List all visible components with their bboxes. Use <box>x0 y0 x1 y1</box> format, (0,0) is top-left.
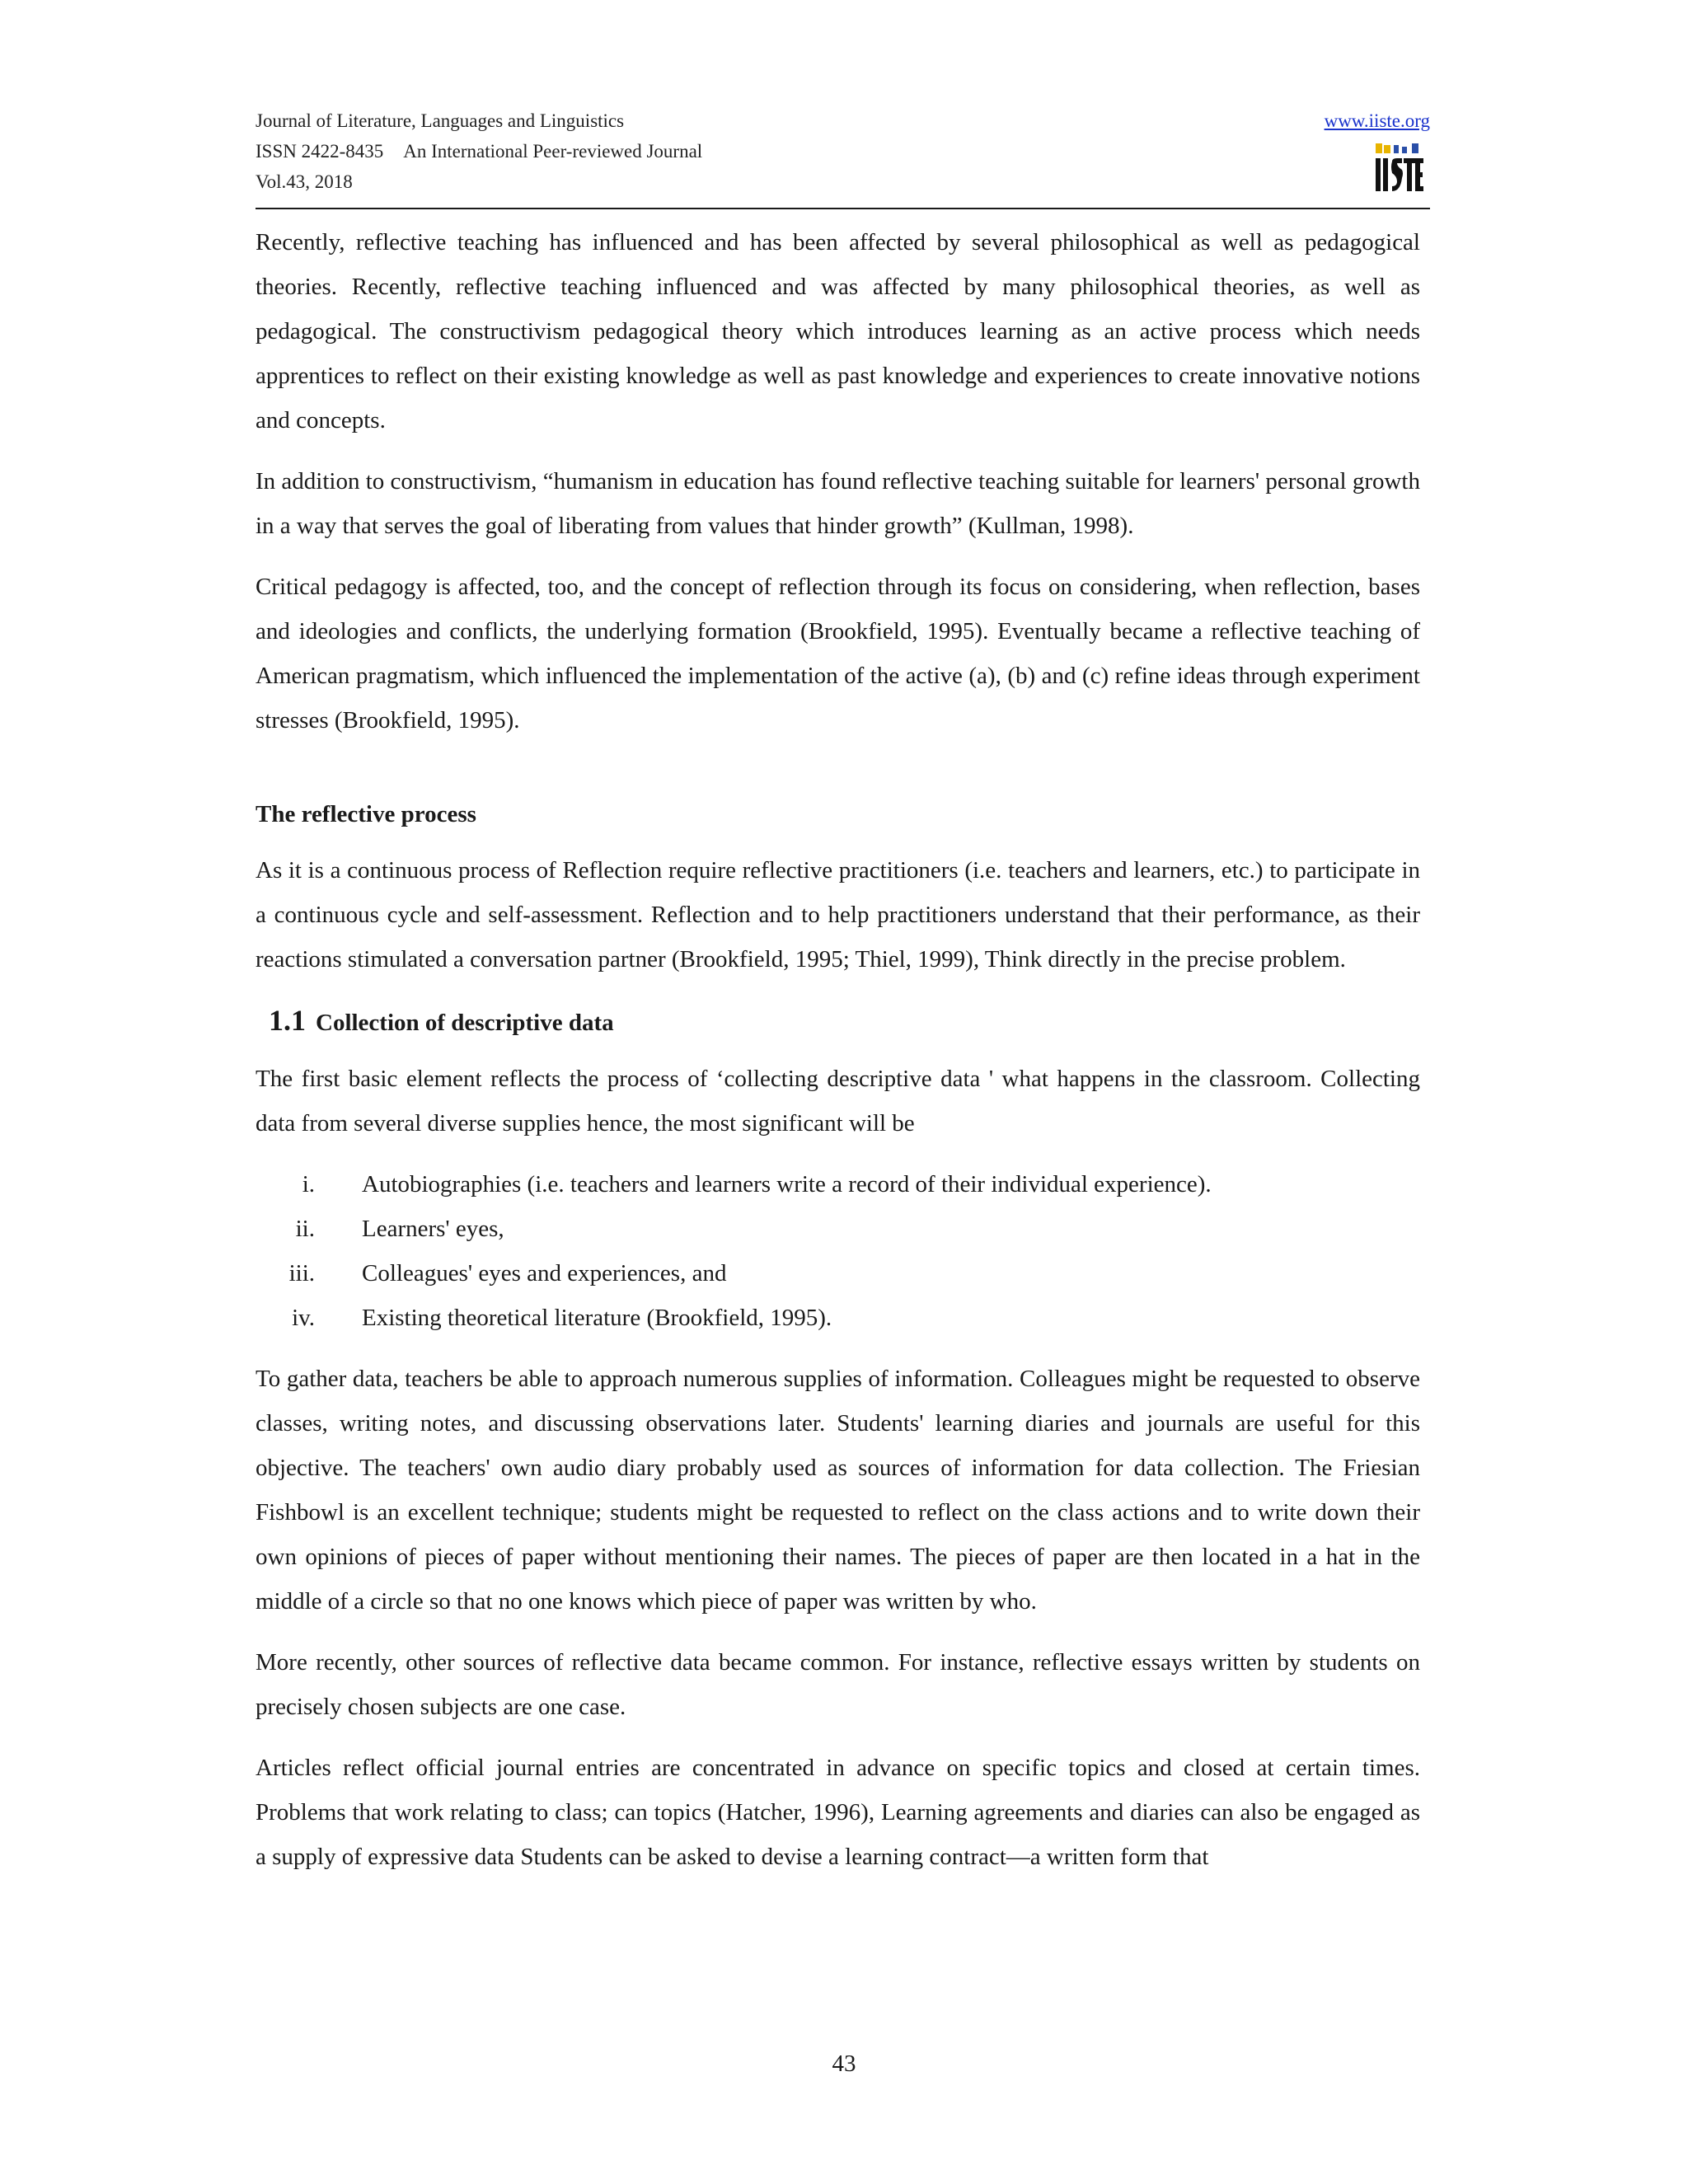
issn-line <box>256 136 1430 166</box>
header-divider <box>256 208 1430 209</box>
journal-type: An International Peer-reviewed Journal <box>403 141 703 162</box>
list-item-text: Existing theoretical literature (Brookfield, 1995). <box>362 1305 832 1331</box>
list-item <box>256 1251 1420 1296</box>
paragraph: More recently, other sources of reflective data became common. For instance, reflective essays written by students on precisely chosen subjects are one case. <box>256 1649 1420 1720</box>
subsection-title: Collection of descriptive data <box>316 1010 614 1036</box>
subsection-number: 1.1 <box>269 1004 306 1037</box>
issn: ISSN 2422-8435 <box>256 141 384 162</box>
page-header <box>256 105 1430 206</box>
list-item-text: Autobiographies (i.e. teachers and learners write a record of their individual experience). <box>362 1171 1212 1197</box>
paragraph: In addition to constructivism, “humanism in education has found reflective teaching suitable for learners' personal growth in a way that serves the goal of liberating from values that hinder growth” (Kullman, 1998). <box>256 468 1420 539</box>
journal-url-link[interactable]: www.iiste.org <box>1324 110 1430 131</box>
article-body <box>256 220 1420 1896</box>
iiste-logo-icon <box>1374 142 1425 194</box>
subsection-heading <box>269 998 1420 1045</box>
volume: Vol.43, 2018 <box>256 171 353 192</box>
paragraph: Recently, reflective teaching has influenced and has been affected by several philosophical as well as pedagogical theories. Recently, reflective teaching influenced and was affected by many philosophical theories, as well as pedagogical. The constructivism pedagogical theory which introduces learning as an active process which needs apprentices to reflect on their existing knowledge as well as past knowledge and experiences to create innovative notions and concepts. <box>256 229 1420 434</box>
list-marker: i. <box>302 1171 315 1197</box>
list-item <box>256 1296 1420 1340</box>
paragraph: As it is a continuous process of Reflection require reflective practitioners (i.e. teachers and learners, etc.) to participate in a continuous cycle and self-assessment. Reflection and to help practitioners understand that their performance, as their reactions stimulated a conversation partner (Brookfield, 1995; Thiel, 1999), Think directly in the precise problem. <box>256 857 1420 972</box>
paragraph: To gather data, teachers be able to approach numerous supplies of information. Colleagues might be requested to observe classes, writing notes, and discussing observations later. Students' learning diaries and journals are useful for this objective. The teachers' own audio diary probably used as sources of information for data collection. The Friesian Fishbowl is an excellent technique; students might be requested to reflect on the class actions and to write down their own opinions of pieces of paper without mentioning their names. The pieces of paper are then located in a hat in the middle of a circle so that no one knows which piece of paper was written by who. <box>256 1366 1420 1615</box>
roman-list <box>256 1162 1420 1340</box>
list-item <box>256 1207 1420 1251</box>
paragraph: The first basic element reflects the process of ‘collecting descriptive data ' what happens in the classroom. Collecting data from several diverse supplies hence, the most significant will be <box>256 1066 1420 1137</box>
paragraph: Critical pedagogy is affected, too, and the concept of reflection through its focus on considering, when reflection, bases and ideologies and conflicts, the underlying formation (Brookfield, 1995). Eventually became a reflective teaching of American pragmatism, which influenced the implementation of the active (a), (b) and (c) refine ideas through experiment stresses (Brookfield, 1995). <box>256 574 1420 733</box>
page-number: 43 <box>832 2050 856 2077</box>
list-marker: iii. <box>288 1260 315 1286</box>
list-item-text: Learners' eyes, <box>362 1216 504 1242</box>
list-item-text: Colleagues' eyes and experiences, and <box>362 1260 727 1286</box>
paragraph: Articles reflect official journal entries are concentrated in advance on specific topics and closed at certain times. Problems that work relating to class; can topics (Hatcher, 1996), Learning agreements and diaries can also be engaged as a supply of expressive data Students can be asked to devise a learning contract—a written form that <box>256 1755 1420 1870</box>
list-marker: iv. <box>292 1305 315 1331</box>
section-heading: The reflective process <box>256 801 476 827</box>
list-item <box>256 1162 1420 1207</box>
list-marker: ii. <box>295 1216 315 1242</box>
journal-name: Journal of Literature, Languages and Linguistics <box>256 110 625 131</box>
